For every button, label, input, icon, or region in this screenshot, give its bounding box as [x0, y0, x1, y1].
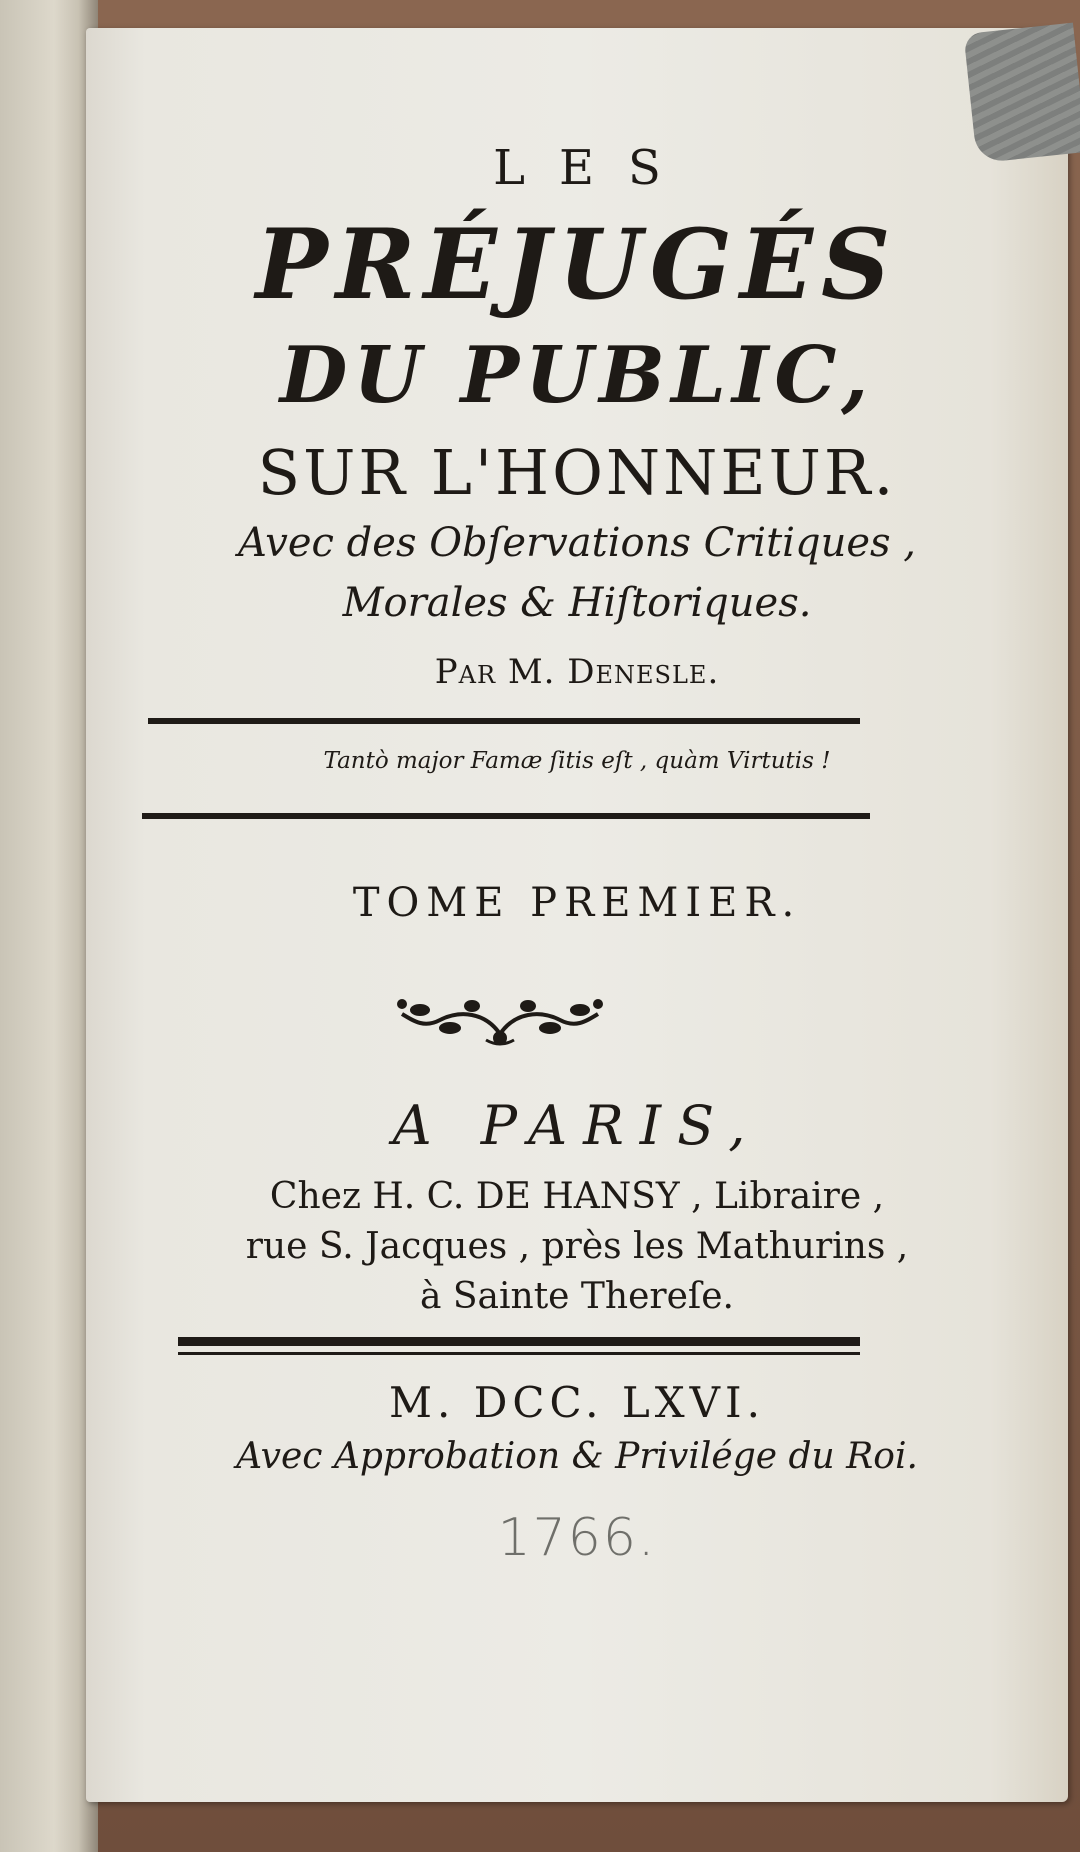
epigraph: Tantò major Famæ ſitis eſt , quàm Virtutis !: [323, 748, 831, 774]
subtitle-line-2: Morales & Hiſtoriques.: [342, 580, 812, 626]
left-page-edge: [0, 0, 98, 1852]
title-line-prejuges: PRÉJUGÉS: [255, 208, 899, 321]
volume-label: TOME PREMIER.: [352, 880, 802, 926]
publisher-line-3: à Sainte Thereſe.: [419, 1276, 735, 1317]
author-line: Par M. Denesle.: [434, 652, 720, 692]
top-rule-2: [142, 813, 870, 819]
top-rule-1: [148, 718, 860, 724]
title-line-les: LES: [493, 140, 695, 196]
bottom-rule-thick: [178, 1337, 860, 1346]
bottom-rule-thin: [178, 1352, 860, 1355]
imprint-date: M. DCC. LXVI.: [389, 1378, 765, 1427]
imprint-place: A PARIS,: [392, 1094, 762, 1157]
privilege-line: Avec Approbation & Privilége du Roi.: [236, 1436, 918, 1477]
subtitle-line-1: Avec des Obſervations Critiques ,: [238, 520, 916, 566]
title-line-du-public: DU PUBLIC,: [279, 330, 875, 421]
publisher-line-2: rue S. Jacques , près les Mathurins ,: [245, 1226, 909, 1267]
title-line-sur-lhonneur: SUR L'HONNEUR.: [257, 436, 897, 509]
floral-ornament-icon: [390, 982, 610, 1052]
handwritten-year-annotation: 1766.: [497, 1508, 657, 1568]
publisher-line-1: Chez H. C. DE HANSY , Libraire ,: [269, 1176, 885, 1217]
